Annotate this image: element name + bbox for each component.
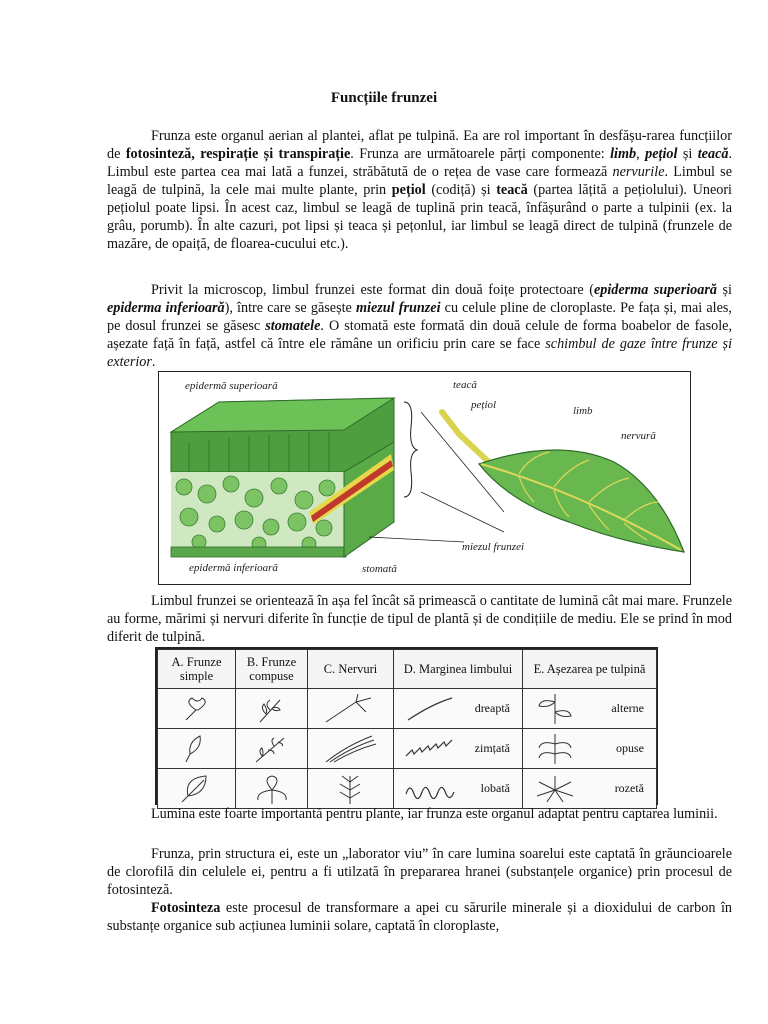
label-stomata: stomată: [362, 563, 397, 575]
header-frunze-simple: A. Frunze simple: [158, 650, 236, 689]
label-limb: limb: [573, 405, 593, 417]
leaf-structure-figure: [158, 371, 691, 585]
placement-rozeta: [523, 769, 657, 809]
placement-label: alterne: [611, 701, 644, 715]
header-marginea-limbului: D. Marginea limbului: [394, 650, 523, 689]
placement-opuse: [523, 729, 657, 769]
header-asezarea-pe-tulpina: E. Așezarea pe tulpină: [523, 650, 657, 689]
simple-leaf-icon: [158, 769, 236, 809]
paragraph-light: Lumina este foarte importantă pentru plante, iar frunza este organul adaptat pentru captarea luminii.: [151, 806, 718, 822]
compound-leaf-icon: [236, 769, 308, 809]
compound-leaf-icon: [236, 729, 308, 769]
margin-zimtata: [394, 729, 523, 769]
label-teaca: teacă: [453, 379, 477, 391]
paragraph-leaf-parts: Frunza este organul aerian al plantei, aflat pe tulpină. Ea are rol important în desfășu-rarea funcțiilor de fotosinteză, respirație și transpirație. Frunza are următoarele părți componente: limb, pețiol și teacă. Limbul este partea cea mai lată a funzei, străbătută de o rețea de vase care formează nervurile. Limbul se leagă de tulpină, la cele mai multe plante, prin pețiol (codiță) și teacă (partea lățită a pețiolului). Uneori pețiolul poate lipsi. În acest caz, limbul se leagă de tuplină prin teacă, înfășurând o parte a tulpinii (ex. la grâu, porumb). În alte cazuri, pot lipsi și teaca și pețonlul, iar limbul se leagă direct de tulpină (frunzele de mazăre, de opaiță, de floarea-cucului etc.).: [107, 128, 733, 252]
paragraph-laboratory: Frunza, prin structura ei, este un „laborator viu” în care lumina soarelui este captată în grăuncioarele de clorofilă din celulele ei, pentru a fi utilzată în prepararea hranei (substanțele organice) prin procesul de fotosinteză.: [107, 846, 732, 898]
label-petiol: pețiol: [471, 399, 497, 411]
paragraph-microscope: Privit la microscop, limbul frunzei este format din două foițe protectoare (epiderma superioară și epiderma inferioară), între care se găsește miezul frunzei cu celule pline de cloroplaste. Pe fața și, mai ales, pe dosul frunzei se găsesc stomatele. O stomată este formată din două celule de forma boabelor de fasole, așezate față în față, astfel că între ele rămâne un orificiu prin care se face schimbul de gaze între frunze și exterior.: [107, 282, 733, 370]
pinnate-vein-icon: [308, 769, 394, 809]
margin-lobata: [394, 769, 523, 809]
page-title: Funcțiile frunzei: [330, 90, 438, 106]
leaf-cross-section-illustration: [159, 372, 689, 583]
simple-leaf-icon: [158, 689, 236, 729]
simple-leaf-icon: [158, 729, 236, 769]
header-nervuri: C. Nervuri: [308, 650, 394, 689]
margin-dreapta: [394, 689, 523, 729]
margin-label: zimțată: [474, 741, 510, 755]
placement-label: rozetă: [614, 781, 644, 795]
table-row: [158, 689, 657, 729]
label-epiderma-superioara: epidermă superioară: [185, 380, 278, 392]
label-nervura: nervură: [621, 430, 656, 442]
palmate-vein-icon: [308, 689, 394, 729]
label-miezul-frunzei: miezul frunzei: [462, 541, 525, 553]
table-row: [158, 729, 657, 769]
header-frunze-compuse: B. Frunze compuse: [236, 650, 308, 689]
placement-alterne: [523, 689, 657, 729]
parallel-vein-icon: [308, 729, 394, 769]
margin-label: dreaptă: [474, 701, 510, 715]
paragraph-orientation: Limbul frunzei se orientează în așa fel încât să primească o cantitate de lumină cât mai mare. Frunzele au forme, mărimi și nervuri diferite în funcție de tipul de plantă și de condițiile de mediu. Ele se prind în mod diferit de tulpină.: [107, 593, 732, 645]
margin-label: lobată: [480, 781, 510, 795]
leaf-types-table: [155, 647, 658, 805]
paragraph-photosynthesis: Fotosinteza este procesul de transformare a apei cu sărurile minerale și a dioxidului de carbon în substanțe organice sub acțiunea luminii solare, captată în cloroplaste,: [107, 900, 732, 934]
compound-leaf-icon: [236, 689, 308, 729]
table-row: [158, 769, 657, 809]
placement-label: opuse: [616, 741, 644, 755]
label-epiderma-inferioara: epidermă inferioară: [189, 562, 278, 574]
